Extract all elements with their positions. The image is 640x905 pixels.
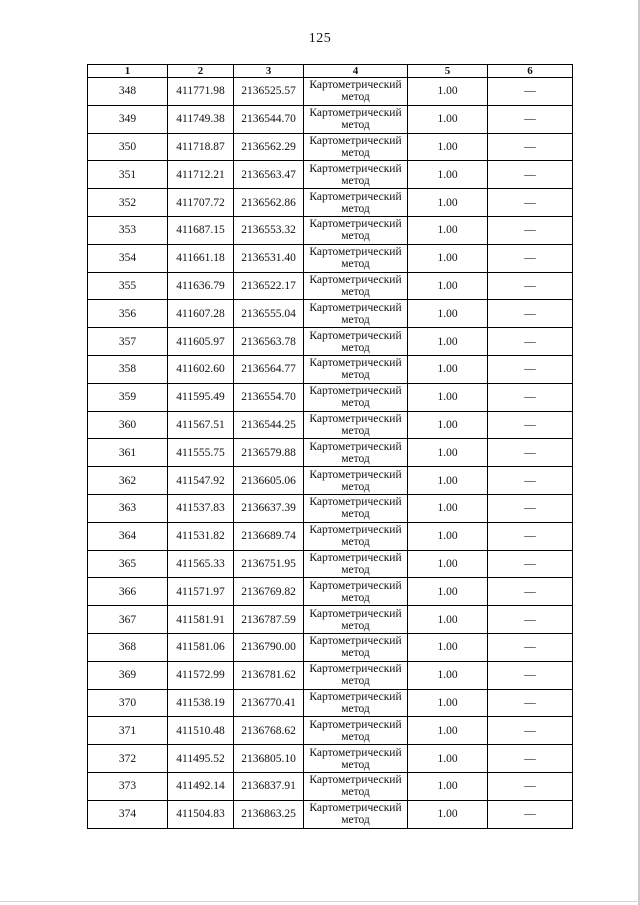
note-cell: —: [488, 189, 573, 217]
method-cell: Картометрический метод: [304, 272, 408, 300]
y-coordinate-cell: 2136805.10: [234, 745, 304, 773]
point-number-cell: 366: [88, 578, 168, 606]
table-row: [88, 216, 573, 244]
table-row: [88, 606, 573, 634]
table-row: [88, 355, 573, 383]
accuracy-cell: 1.00: [408, 550, 488, 578]
x-coordinate-cell: 411605.97: [168, 328, 234, 356]
accuracy-cell: 1.00: [408, 272, 488, 300]
column-header: 3: [234, 65, 304, 78]
y-coordinate-cell: 2136689.74: [234, 522, 304, 550]
y-coordinate-cell: 2136770.41: [234, 689, 304, 717]
x-coordinate-cell: 411565.33: [168, 550, 234, 578]
table-row: [88, 467, 573, 495]
accuracy-cell: 1.00: [408, 189, 488, 217]
y-coordinate-cell: 2136531.40: [234, 244, 304, 272]
x-coordinate-cell: 411547.92: [168, 467, 234, 495]
method-cell: Картометрический метод: [304, 661, 408, 689]
table-row: [88, 578, 573, 606]
y-coordinate-cell: 2136525.57: [234, 78, 304, 106]
y-coordinate-cell: 2136564.77: [234, 355, 304, 383]
method-cell: Картометрический метод: [304, 522, 408, 550]
note-cell: —: [488, 606, 573, 634]
point-number-cell: 352: [88, 189, 168, 217]
point-number-cell: 356: [88, 300, 168, 328]
x-coordinate-cell: 411707.72: [168, 189, 234, 217]
method-cell: Картометрический метод: [304, 78, 408, 106]
y-coordinate-cell: 2136554.70: [234, 383, 304, 411]
accuracy-cell: 1.00: [408, 439, 488, 467]
x-coordinate-cell: 411607.28: [168, 300, 234, 328]
method-cell: Картометрический метод: [304, 745, 408, 773]
point-number-cell: 373: [88, 772, 168, 800]
method-cell: Картометрический метод: [304, 717, 408, 745]
table-row: [88, 189, 573, 217]
note-cell: —: [488, 78, 573, 106]
accuracy-cell: 1.00: [408, 105, 488, 133]
x-coordinate-cell: 411661.18: [168, 244, 234, 272]
point-number-cell: 349: [88, 105, 168, 133]
x-coordinate-cell: 411595.49: [168, 383, 234, 411]
y-coordinate-cell: 2136544.70: [234, 105, 304, 133]
note-cell: —: [488, 633, 573, 661]
accuracy-cell: 1.00: [408, 328, 488, 356]
note-cell: —: [488, 550, 573, 578]
point-number-cell: 369: [88, 661, 168, 689]
point-number-cell: 354: [88, 244, 168, 272]
y-coordinate-cell: 2136522.17: [234, 272, 304, 300]
note-cell: —: [488, 494, 573, 522]
x-coordinate-cell: 411581.06: [168, 633, 234, 661]
y-coordinate-cell: 2136751.95: [234, 550, 304, 578]
table-header-row: [88, 65, 573, 78]
note-cell: —: [488, 272, 573, 300]
accuracy-cell: 1.00: [408, 300, 488, 328]
x-coordinate-cell: 411771.98: [168, 78, 234, 106]
note-cell: —: [488, 745, 573, 773]
table-row: [88, 633, 573, 661]
note-cell: —: [488, 467, 573, 495]
method-cell: Картометрический метод: [304, 411, 408, 439]
x-coordinate-cell: 411749.38: [168, 105, 234, 133]
method-cell: Картометрический метод: [304, 494, 408, 522]
note-cell: —: [488, 411, 573, 439]
y-coordinate-cell: 2136637.39: [234, 494, 304, 522]
method-cell: Картометрический метод: [304, 439, 408, 467]
point-number-cell: 371: [88, 717, 168, 745]
table-row: [88, 800, 573, 828]
point-number-cell: 367: [88, 606, 168, 634]
method-cell: Картометрический метод: [304, 578, 408, 606]
table-row: [88, 661, 573, 689]
point-number-cell: 348: [88, 78, 168, 106]
point-number-cell: 358: [88, 355, 168, 383]
point-number-cell: 362: [88, 467, 168, 495]
accuracy-cell: 1.00: [408, 772, 488, 800]
y-coordinate-cell: 2136553.32: [234, 216, 304, 244]
accuracy-cell: 1.00: [408, 494, 488, 522]
method-cell: Картометрический метод: [304, 300, 408, 328]
note-cell: —: [488, 244, 573, 272]
column-header: 6: [488, 65, 573, 78]
column-header: 1: [88, 65, 168, 78]
method-cell: Картометрический метод: [304, 105, 408, 133]
accuracy-cell: 1.00: [408, 411, 488, 439]
accuracy-cell: 1.00: [408, 745, 488, 773]
y-coordinate-cell: 2136768.62: [234, 717, 304, 745]
x-coordinate-cell: 411571.97: [168, 578, 234, 606]
x-coordinate-cell: 411687.15: [168, 216, 234, 244]
method-cell: Картометрический метод: [304, 383, 408, 411]
table-row: [88, 745, 573, 773]
y-coordinate-cell: 2136769.82: [234, 578, 304, 606]
y-coordinate-cell: 2136562.86: [234, 189, 304, 217]
table-row: [88, 494, 573, 522]
method-cell: Картометрический метод: [304, 355, 408, 383]
accuracy-cell: 1.00: [408, 661, 488, 689]
table-row: [88, 717, 573, 745]
table-row: [88, 272, 573, 300]
accuracy-cell: 1.00: [408, 161, 488, 189]
table-row: [88, 772, 573, 800]
method-cell: Картометрический метод: [304, 467, 408, 495]
point-number-cell: 372: [88, 745, 168, 773]
x-coordinate-cell: 411567.51: [168, 411, 234, 439]
table-row: [88, 78, 573, 106]
table-row: [88, 244, 573, 272]
accuracy-cell: 1.00: [408, 689, 488, 717]
note-cell: —: [488, 216, 573, 244]
point-number-cell: 368: [88, 633, 168, 661]
y-coordinate-cell: 2136555.04: [234, 300, 304, 328]
scan-edge: [0, 901, 640, 902]
note-cell: —: [488, 800, 573, 828]
method-cell: Картометрический метод: [304, 689, 408, 717]
note-cell: —: [488, 772, 573, 800]
table-row: [88, 300, 573, 328]
point-number-cell: 353: [88, 216, 168, 244]
note-cell: —: [488, 133, 573, 161]
x-coordinate-cell: 411572.99: [168, 661, 234, 689]
point-number-cell: 359: [88, 383, 168, 411]
note-cell: —: [488, 522, 573, 550]
accuracy-cell: 1.00: [408, 578, 488, 606]
accuracy-cell: 1.00: [408, 383, 488, 411]
accuracy-cell: 1.00: [408, 717, 488, 745]
table-row: [88, 550, 573, 578]
note-cell: —: [488, 355, 573, 383]
method-cell: Картометрический метод: [304, 633, 408, 661]
x-coordinate-cell: 411492.14: [168, 772, 234, 800]
accuracy-cell: 1.00: [408, 606, 488, 634]
table-row: [88, 522, 573, 550]
column-header: 5: [408, 65, 488, 78]
y-coordinate-cell: 2136563.47: [234, 161, 304, 189]
note-cell: —: [488, 717, 573, 745]
point-number-cell: 355: [88, 272, 168, 300]
y-coordinate-cell: 2136579.88: [234, 439, 304, 467]
x-coordinate-cell: 411581.91: [168, 606, 234, 634]
point-number-cell: 360: [88, 411, 168, 439]
method-cell: Картометрический метод: [304, 772, 408, 800]
x-coordinate-cell: 411495.52: [168, 745, 234, 773]
accuracy-cell: 1.00: [408, 78, 488, 106]
y-coordinate-cell: 2136563.78: [234, 328, 304, 356]
point-number-cell: 364: [88, 522, 168, 550]
x-coordinate-cell: 411510.48: [168, 717, 234, 745]
note-cell: —: [488, 661, 573, 689]
accuracy-cell: 1.00: [408, 216, 488, 244]
x-coordinate-cell: 411636.79: [168, 272, 234, 300]
coordinates-table: [87, 64, 573, 829]
x-coordinate-cell: 411531.82: [168, 522, 234, 550]
note-cell: —: [488, 383, 573, 411]
point-number-cell: 374: [88, 800, 168, 828]
y-coordinate-cell: 2136787.59: [234, 606, 304, 634]
point-number-cell: 357: [88, 328, 168, 356]
x-coordinate-cell: 411537.83: [168, 494, 234, 522]
note-cell: —: [488, 105, 573, 133]
column-header: 4: [304, 65, 408, 78]
method-cell: Картометрический метод: [304, 606, 408, 634]
table-row: [88, 133, 573, 161]
x-coordinate-cell: 411555.75: [168, 439, 234, 467]
y-coordinate-cell: 2136837.91: [234, 772, 304, 800]
y-coordinate-cell: 2136863.25: [234, 800, 304, 828]
table-row: [88, 439, 573, 467]
point-number-cell: 365: [88, 550, 168, 578]
point-number-cell: 363: [88, 494, 168, 522]
table-row: [88, 411, 573, 439]
accuracy-cell: 1.00: [408, 355, 488, 383]
note-cell: —: [488, 689, 573, 717]
accuracy-cell: 1.00: [408, 633, 488, 661]
accuracy-cell: 1.00: [408, 800, 488, 828]
y-coordinate-cell: 2136781.62: [234, 661, 304, 689]
note-cell: —: [488, 161, 573, 189]
point-number-cell: 361: [88, 439, 168, 467]
x-coordinate-cell: 411538.19: [168, 689, 234, 717]
method-cell: Картометрический метод: [304, 244, 408, 272]
x-coordinate-cell: 411718.87: [168, 133, 234, 161]
table-row: [88, 105, 573, 133]
method-cell: Картометрический метод: [304, 550, 408, 578]
point-number-cell: 350: [88, 133, 168, 161]
note-cell: —: [488, 439, 573, 467]
method-cell: Картометрический метод: [304, 161, 408, 189]
point-number-cell: 351: [88, 161, 168, 189]
y-coordinate-cell: 2136605.06: [234, 467, 304, 495]
y-coordinate-cell: 2136544.25: [234, 411, 304, 439]
note-cell: —: [488, 578, 573, 606]
table-row: [88, 328, 573, 356]
accuracy-cell: 1.00: [408, 467, 488, 495]
method-cell: Картометрический метод: [304, 800, 408, 828]
table-row: [88, 383, 573, 411]
table-body: [88, 78, 573, 829]
column-header: 2: [168, 65, 234, 78]
note-cell: —: [488, 300, 573, 328]
x-coordinate-cell: 411602.60: [168, 355, 234, 383]
y-coordinate-cell: 2136790.00: [234, 633, 304, 661]
x-coordinate-cell: 411504.83: [168, 800, 234, 828]
page-number: 125: [308, 31, 332, 46]
accuracy-cell: 1.00: [408, 244, 488, 272]
method-cell: Картометрический метод: [304, 189, 408, 217]
accuracy-cell: 1.00: [408, 522, 488, 550]
x-coordinate-cell: 411712.21: [168, 161, 234, 189]
point-number-cell: 370: [88, 689, 168, 717]
method-cell: Картометрический метод: [304, 328, 408, 356]
accuracy-cell: 1.00: [408, 133, 488, 161]
method-cell: Картометрический метод: [304, 133, 408, 161]
table-row: [88, 161, 573, 189]
note-cell: —: [488, 328, 573, 356]
y-coordinate-cell: 2136562.29: [234, 133, 304, 161]
table-row: [88, 689, 573, 717]
method-cell: Картометрический метод: [304, 216, 408, 244]
